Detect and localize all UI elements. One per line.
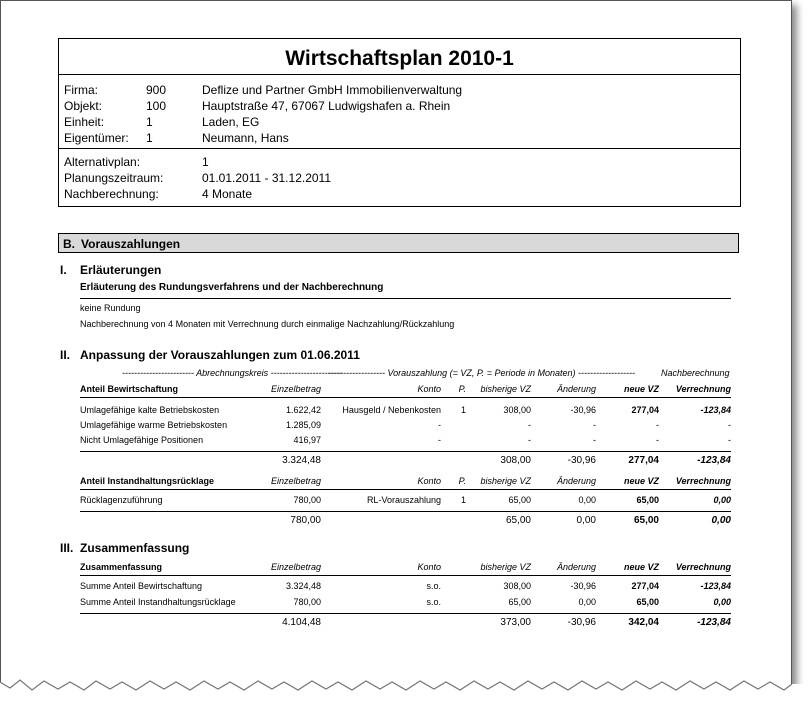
cell-periode: 1 xyxy=(460,495,466,505)
total-bisherige-vz: 373,00 xyxy=(500,617,531,628)
info-number: 100 xyxy=(146,99,167,113)
col-header-aenderung: Änderung xyxy=(556,476,596,486)
cell-konto: - xyxy=(438,435,441,445)
group-header-nachberechnung: Nachberechnung xyxy=(661,368,730,378)
cell-einzelbetrag: 1.285,09 xyxy=(285,420,321,430)
col-header-konto: Konto xyxy=(417,476,441,486)
total-aenderung: 0,00 xyxy=(576,515,596,526)
cell-verrechnung: 0,00 xyxy=(713,495,731,505)
col-header-bisherige-vz: bisherige VZ xyxy=(480,562,531,572)
cell-bisherige-vz: - xyxy=(528,420,531,430)
col-header-bisherige-vz: bisherige VZ xyxy=(480,384,531,394)
cell-einzelbetrag: 1.622,42 xyxy=(285,405,321,415)
info-number: 1 xyxy=(146,115,153,129)
info-label: Objekt: xyxy=(64,99,103,113)
total-verrechnung: -123,84 xyxy=(697,455,731,466)
total-einzelbetrag: 3.324,48 xyxy=(282,455,321,466)
text-line: keine Rundung xyxy=(80,303,141,313)
total-einzelbetrag: 4.104,48 xyxy=(282,617,321,628)
cell-aenderung: 0,00 xyxy=(578,597,596,607)
divider xyxy=(80,575,731,576)
document-title: Wirtschaftsplan 2010-1 xyxy=(285,47,514,70)
cell-konto: Hausgeld / Nebenkosten xyxy=(342,405,441,415)
col-header-einzelbetrag: Einzelbetrag xyxy=(270,476,321,486)
divider xyxy=(59,74,740,75)
col-header-periode: P. xyxy=(458,384,466,394)
col-header-aenderung: Änderung xyxy=(556,384,596,394)
cell-einzelbetrag: 3.324,48 xyxy=(285,581,321,591)
col-header-aenderung: Änderung xyxy=(556,562,596,572)
col-header-einzelbetrag: Einzelbetrag xyxy=(270,384,321,394)
divider xyxy=(80,451,731,452)
cell-aenderung: - xyxy=(593,435,596,445)
col-header-einzelbetrag: Einzelbetrag xyxy=(270,562,321,572)
total-aenderung: -30,96 xyxy=(567,617,596,628)
part-number: III. xyxy=(60,541,74,555)
cell-verrechnung: 0,00 xyxy=(713,597,731,607)
part-title: Erläuterungen xyxy=(80,263,162,277)
divider xyxy=(80,613,731,614)
info-value: Hauptstraße 47, 67067 Ludwigshafen a. Rhein xyxy=(202,99,451,113)
part-subtitle: Erläuterung des Rundungsverfahrens und der Nachberechnung xyxy=(80,282,384,293)
row-label: Umlagefähige warme Betriebskosten xyxy=(80,420,228,430)
row-label: Rücklagenzuführung xyxy=(80,495,163,505)
info-value: Deflize und Partner GmbH Immobilienverwaltung xyxy=(202,83,463,97)
divider xyxy=(80,489,731,490)
info-number: 1 xyxy=(146,131,153,145)
total-verrechnung: 0,00 xyxy=(711,515,731,526)
col-header-neue-vz: neue VZ xyxy=(623,562,659,572)
plan-value: 1 xyxy=(202,155,209,169)
cell-einzelbetrag: 780,00 xyxy=(293,495,321,505)
row-label: Summe Anteil Instandhaltungsrücklage xyxy=(80,597,236,607)
cell-neue-vz: 65,00 xyxy=(636,597,659,607)
cell-konto: - xyxy=(438,420,441,430)
part-number: I. xyxy=(60,263,67,277)
info-value: Laden, EG xyxy=(202,115,260,129)
total-neue-vz: 342,04 xyxy=(628,617,659,628)
group-header-vorauszahlung: ------------------- Vorauszahlung (= VZ, P. = Periode in Monaten) ------------------- xyxy=(328,368,636,378)
col-header-verrechnung: Verrechnung xyxy=(675,384,731,394)
total-einzelbetrag: 780,00 xyxy=(290,515,321,526)
header-box xyxy=(58,38,741,207)
col-header-verrechnung: Verrechnung xyxy=(675,562,731,572)
col-header-verrechnung: Verrechnung xyxy=(675,476,731,486)
section-letter: B. xyxy=(63,237,75,251)
total-neue-vz: 277,04 xyxy=(628,455,659,466)
divider xyxy=(59,148,740,149)
cell-konto: s.o. xyxy=(426,581,441,591)
plan-label: Alternativplan: xyxy=(64,155,141,169)
total-neue-vz: 65,00 xyxy=(633,515,659,526)
section-title: Vorauszahlungen xyxy=(81,237,181,251)
info-label: Eigentümer: xyxy=(64,131,129,145)
cell-aenderung: -30,96 xyxy=(570,405,596,415)
info-value: Neumann, Hans xyxy=(202,131,289,145)
col-header-konto: Konto xyxy=(417,384,441,394)
cell-aenderung: - xyxy=(593,420,596,430)
cell-verrechnung: - xyxy=(728,435,731,445)
cell-verrechnung: -123,84 xyxy=(700,581,731,591)
divider xyxy=(80,298,731,299)
plan-label: Planungszeitraum: xyxy=(64,171,164,185)
block-heading: Anteil Instandhaltungsrücklage xyxy=(80,476,215,486)
divider xyxy=(80,397,731,398)
part-title: Anpassung der Vorauszahlungen zum 01.06.2011 xyxy=(80,348,360,362)
cell-bisherige-vz: 308,00 xyxy=(503,405,531,415)
info-number: 900 xyxy=(146,83,167,97)
cell-konto: s.o. xyxy=(426,597,441,607)
col-header-neue-vz: neue VZ xyxy=(623,384,659,394)
col-header-neue-vz: neue VZ xyxy=(623,476,659,486)
cell-neue-vz: - xyxy=(656,420,659,430)
plan-label: Nachberechnung: xyxy=(64,187,159,201)
cell-neue-vz: 277,04 xyxy=(631,581,659,591)
cell-aenderung: -30,96 xyxy=(570,581,596,591)
col-header-bisherige-vz: bisherige VZ xyxy=(480,476,531,486)
total-aenderung: -30,96 xyxy=(567,455,596,466)
cell-periode: 1 xyxy=(460,405,466,415)
plan-value: 01.01.2011 - 31.12.2011 xyxy=(202,171,331,185)
total-verrechnung: -123,84 xyxy=(697,617,731,628)
cell-neue-vz: - xyxy=(656,435,659,445)
cell-bisherige-vz: 65,00 xyxy=(508,495,531,505)
cell-neue-vz: 65,00 xyxy=(636,495,659,505)
col-header-periode: P. xyxy=(458,476,466,486)
section-bar xyxy=(58,233,739,253)
block-heading: Zusammenfassung xyxy=(80,562,163,572)
total-bisherige-vz: 65,00 xyxy=(505,515,531,526)
total-bisherige-vz: 308,00 xyxy=(500,455,531,466)
group-header-abrechnungskreis: ------------------------ Abrechnungskreis ------------------------ xyxy=(122,368,343,378)
cell-aenderung: 0,00 xyxy=(578,495,596,505)
torn-edge xyxy=(0,668,808,708)
cell-verrechnung: - xyxy=(728,420,731,430)
text-line: Nachberechnung von 4 Monaten mit Verrechnung durch einmalige Nachzahlung/Rückzahlung xyxy=(80,319,455,329)
row-label: Summe Anteil Bewirtschaftung xyxy=(80,581,203,591)
row-label: Umlagefähige kalte Betriebskosten xyxy=(80,405,220,415)
col-header-konto: Konto xyxy=(417,562,441,572)
part-title: Zusammenfassung xyxy=(80,541,190,555)
divider xyxy=(80,511,731,512)
info-label: Einheit: xyxy=(64,115,105,129)
cell-bisherige-vz: 308,00 xyxy=(503,581,531,591)
block-heading: Anteil Bewirtschaftung xyxy=(80,384,179,394)
cell-verrechnung: -123,84 xyxy=(700,405,731,415)
cell-einzelbetrag: 416,97 xyxy=(293,435,321,445)
info-label: Firma: xyxy=(64,83,98,97)
plan-value: 4 Monate xyxy=(202,187,253,201)
part-number: II. xyxy=(60,348,71,362)
cell-einzelbetrag: 780,00 xyxy=(293,597,321,607)
cell-neue-vz: 277,04 xyxy=(631,405,659,415)
cell-konto: RL-Vorauszahlung xyxy=(366,495,441,505)
cell-bisherige-vz: - xyxy=(528,435,531,445)
cell-bisherige-vz: 65,00 xyxy=(508,597,531,607)
row-label: Nicht Umlagefähige Positionen xyxy=(80,435,204,445)
